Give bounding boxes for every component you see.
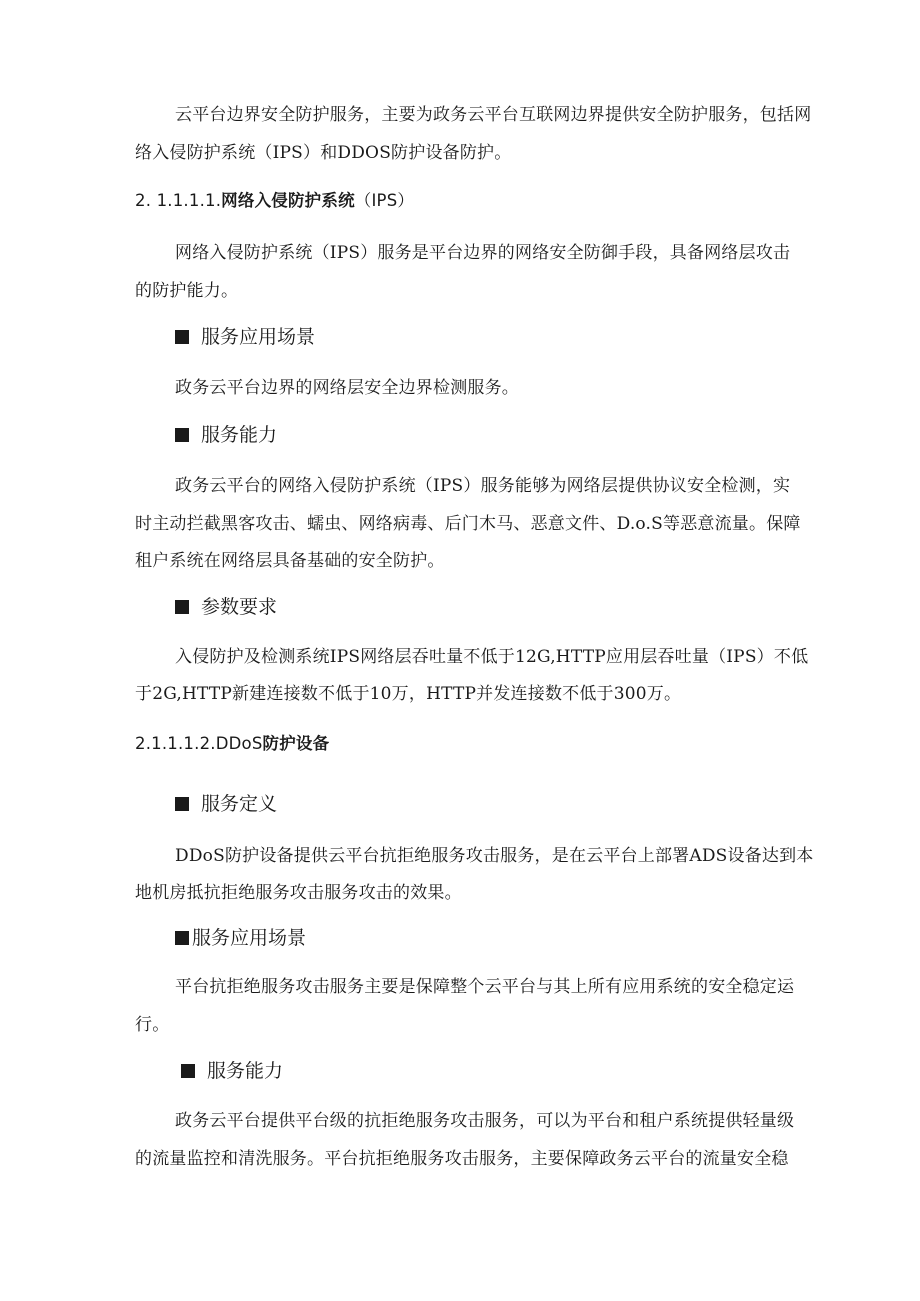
subheading-capability [175,423,277,447]
subheading-label: 服务应用场景 [201,326,316,348]
section-heading-ddos [135,733,329,755]
paragraph-line: 政务云平台的网络入侵防护系统（IPS）服务能够为网络层提供协议安全检测，实 [175,476,791,496]
heading-suffix: （IPS） [354,191,415,210]
subheading-label: 参数要求 [201,596,278,618]
heading-number: 2.1.1.1.2.DDoS [135,734,263,753]
paragraph-line: 政务云平台边界的网络层安全边界检测服务。 [175,378,519,398]
subheading-scenario [175,325,315,349]
paragraph-line: 的流量监控和清洗服务。平台抗拒绝服务攻击服务，主要保障政务云平台的流量安全稳 [135,1149,789,1169]
paragraph-line: 地机房抵抗拒绝服务攻击服务攻击的效果。 [135,883,462,903]
subheading-label: 服务能力 [207,1060,284,1082]
subheading-label: 服务定义 [201,793,278,815]
paragraph-line: 平台抗拒绝服务攻击服务主要是保障整个云平台与其上所有应用系统的安全稳定运 [175,977,795,997]
subheading-label: 服务应用场景 [192,927,307,949]
paragraph-line: 的防护能力。 [135,281,239,301]
heading-number: 2. 1.1.1.1. [135,191,222,210]
bullet-square-icon [175,428,189,442]
subheading-scenario-2 [175,926,306,950]
paragraph-line: 网络入侵防护系统（IPS）服务是平台边界的网络安全防御手段，具备网络层攻击 [175,243,791,263]
paragraph-line: 于2G,HTTP新建连接数不低于10万，HTTP并发连接数不低于300万。 [135,684,682,704]
bullet-square-icon [175,797,189,811]
paragraph-line: DDoS防护设备提供云平台抗拒绝服务攻击服务，是在云平台上部署ADS设备达到本 [175,846,814,866]
bullet-square-icon [175,330,189,344]
bullet-square-icon [175,931,189,945]
paragraph-line: 租户系统在网络层具备基础的安全防护。 [135,551,445,571]
subheading-definition [175,792,277,816]
paragraph-line: 行。 [135,1015,170,1035]
subheading-capability-2 [181,1059,283,1083]
bullet-square-icon [175,600,189,614]
section-heading-ips [135,190,414,212]
bullet-square-icon [181,1064,195,1078]
subheading-requirements [175,595,277,619]
paragraph-line: 政务云平台提供平台级的抗拒绝服务攻击服务，可以为平台和租户系统提供轻量级 [175,1111,795,1131]
subheading-label: 服务能力 [201,424,278,446]
heading-title: 网络入侵防护系统 [221,191,355,210]
paragraph-line: 时主动拦截黑客攻击、蠕虫、网络病毒、后门木马、恶意文件、D.o.S等恶意流量。保障 [135,514,801,534]
heading-title: 防护设备 [262,734,330,753]
paragraph-line: 云平台边界安全防护服务，主要为政务云平台互联网边界提供安全防护服务，包括网 [175,105,812,125]
paragraph-line: 络入侵防护系统（IPS）和DDOS防护设备防护。 [135,143,512,163]
paragraph-line: 入侵防护及检测系统IPS网络层吞吐量不低于12G,HTTP应用层吞吐量（IPS）不低 [175,647,809,667]
